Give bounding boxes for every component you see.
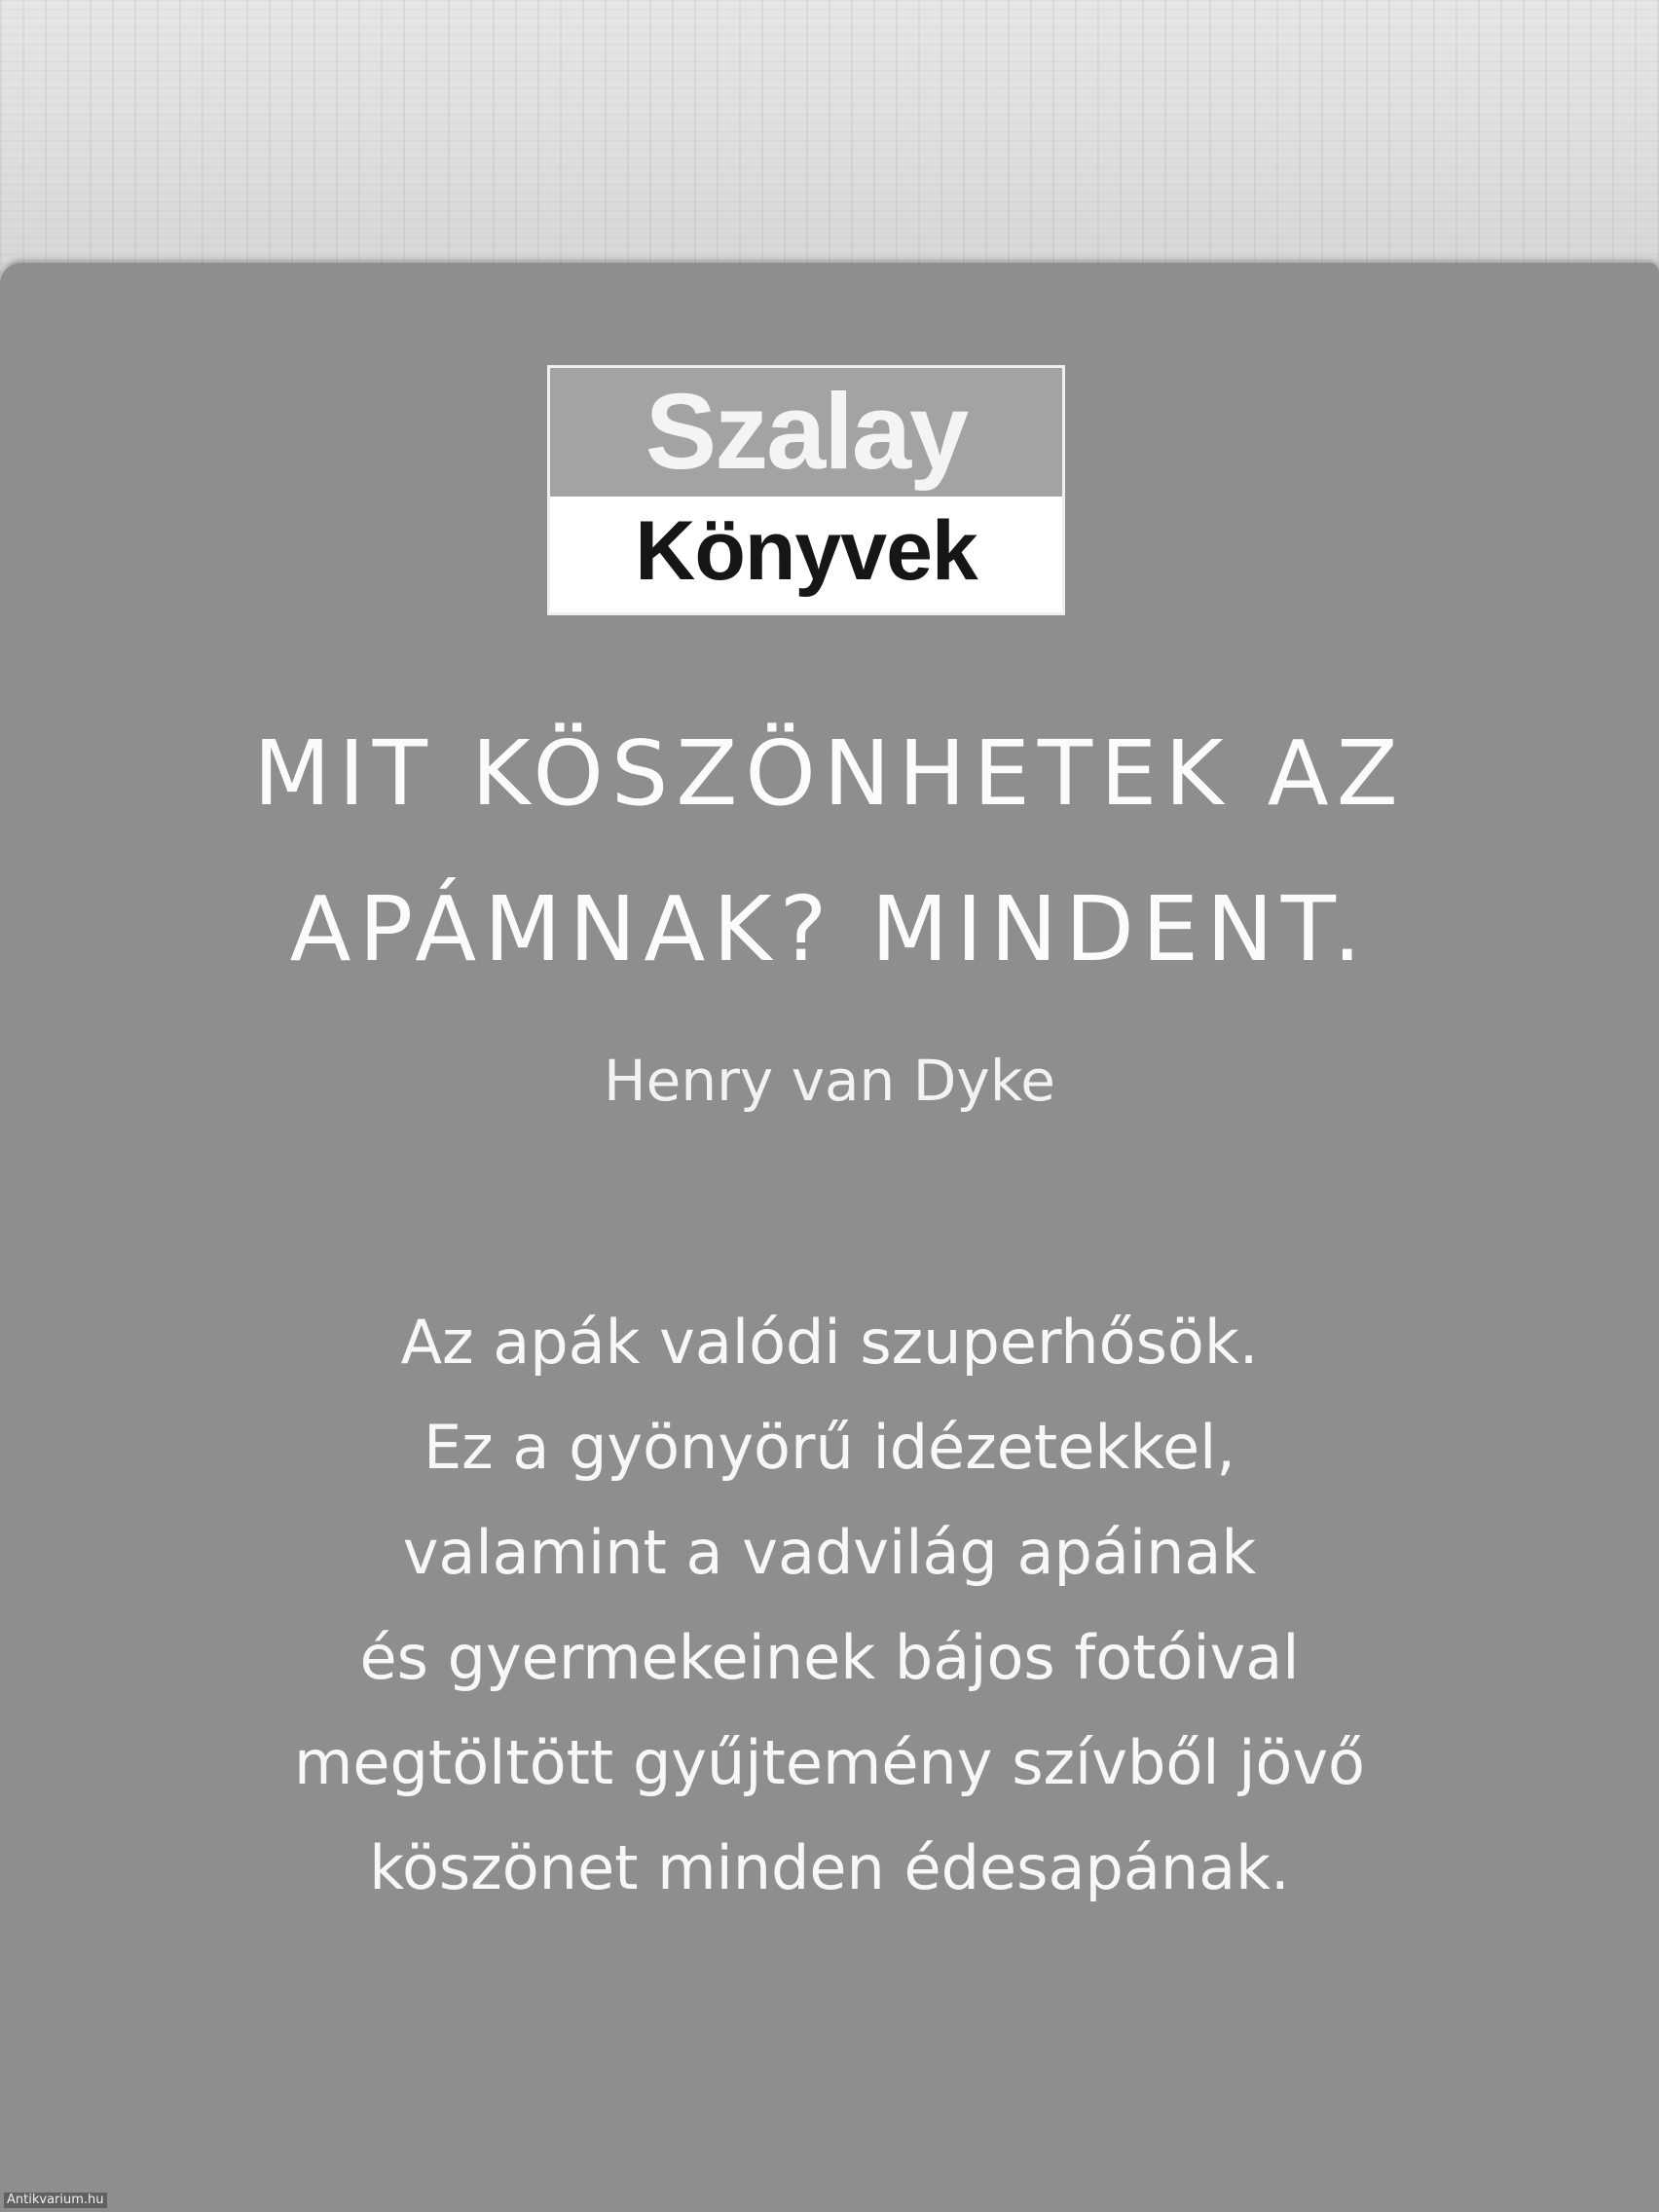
book-title <box>97 696 1562 1008</box>
blurb-line: köszönet minden édesapának. <box>369 1832 1290 1903</box>
blurb-line: Ez a gyönyörű idézetekkel, <box>423 1412 1236 1483</box>
blurb-line: valamint a vadvilág apáinak <box>402 1517 1257 1588</box>
publisher-name-bottom: Könyvek <box>635 504 977 598</box>
blurb-text <box>97 1290 1562 1921</box>
publisher-logo <box>547 365 1065 615</box>
publisher-name-top: Szalay <box>550 368 1062 497</box>
title-line-2: APÁMNAK? MINDENT. <box>289 877 1370 981</box>
watermark: Antikvarium.hu <box>4 2193 107 2208</box>
blurb-line: megtöltött gyűjtemény szívből jövő <box>294 1727 1365 1798</box>
title-line-1: MIT KÖSZÖNHETEK AZ <box>253 721 1406 826</box>
blurb-line: Az apák valódi szuperhősök. <box>400 1307 1259 1378</box>
wood-background <box>0 0 1659 292</box>
author-name: Henry van Dyke <box>604 1048 1055 1114</box>
blurb-line: és gyermekeinek bájos fotóival <box>359 1622 1300 1693</box>
